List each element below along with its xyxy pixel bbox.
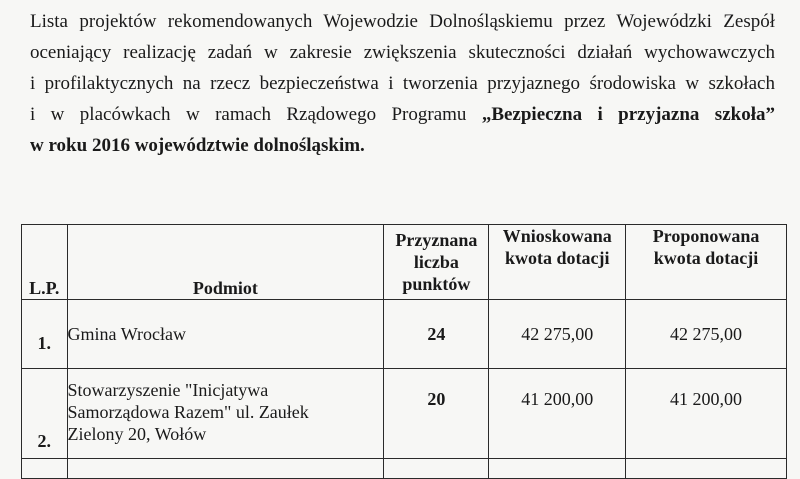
- header-wnioskowana-line-2: kwota dotacji: [505, 248, 610, 268]
- intro-line-4-text: i w placówkach w ramach Rządowego Programu: [30, 104, 482, 125]
- intro-line-2: oceniający realizację zadań w zakresie zwiększenia skuteczności działań wychowawczych: [30, 42, 775, 63]
- header-punkty-line-3: punktów: [402, 274, 471, 294]
- header-lp: L.P.: [22, 225, 68, 300]
- header-podmiot: Podmiot: [67, 225, 384, 300]
- intro-line-1: Lista projektów rekomendowanych Wojewodzie Dolnośląskiemu przez Wojewódzki Zespół: [30, 11, 775, 32]
- header-wnioskowana: [489, 225, 626, 300]
- row-proposed: 42 275,00: [626, 300, 787, 369]
- row-podmiot-line-1: Stowarzyszenie "Inicjatywa: [67, 380, 269, 400]
- header-proponowana-line-1: Proponowana: [652, 226, 760, 246]
- row-requested: 42 275,00: [489, 300, 626, 369]
- header-wnioskowana-line-1: Wnioskowana: [502, 226, 612, 246]
- row-lp: 2.: [22, 369, 68, 459]
- header-punkty: [384, 225, 489, 300]
- header-punkty-line-2: liczba: [413, 252, 459, 272]
- row-requested: 41 200,00: [489, 369, 626, 459]
- row-points: 24: [384, 300, 489, 369]
- intro-line-4: [30, 99, 775, 130]
- row-lp: 1.: [22, 300, 68, 369]
- table-header-row: [22, 225, 787, 300]
- projects-table: [21, 224, 787, 479]
- program-name: „Bezpieczna i przyjazna szkoła”: [481, 104, 775, 125]
- intro-line-3: i profilaktycznych na rzecz bezpieczeństwa i tworzenia przyjaznego środowiska w szkołach: [30, 73, 775, 94]
- row-podmiot-line-3: Zielony 20, Wołów: [67, 424, 207, 444]
- intro-paragraph: [30, 6, 775, 161]
- table-row: [22, 300, 787, 369]
- row-podmiot-line-2: Samorządowa Razem" ul. Zaułek: [67, 402, 309, 422]
- intro-line-5: [30, 130, 775, 161]
- row-podmiot: [67, 369, 384, 459]
- header-proponowana-line-2: kwota dotacji: [653, 248, 759, 268]
- header-proponowana: [626, 225, 787, 300]
- row-proposed: 41 200,00: [626, 369, 787, 459]
- row-podmiot: Gmina Wrocław: [67, 300, 384, 369]
- table-row: [22, 369, 787, 459]
- year-region: w roku 2016 województwie dolnośląskim.: [30, 135, 365, 156]
- row-points: 20: [384, 369, 489, 459]
- header-punkty-line-1: Przyznana: [395, 230, 478, 250]
